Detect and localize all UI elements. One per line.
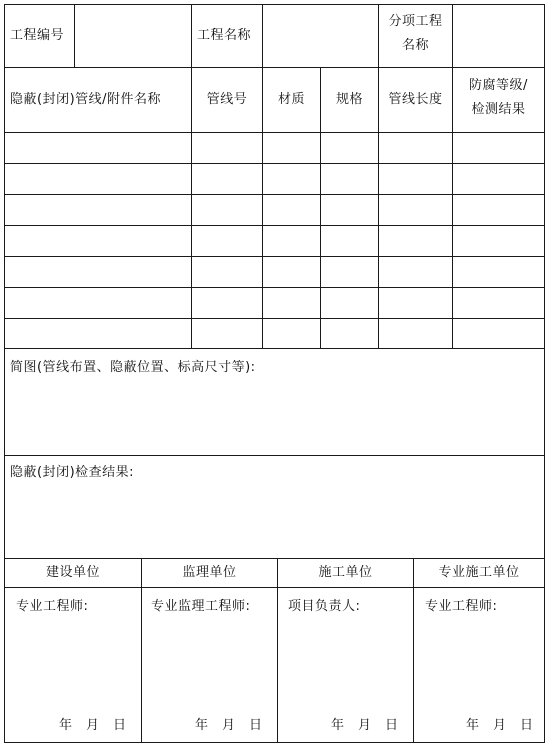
row-line xyxy=(4,348,545,349)
column-header-result-line1: 防腐等级/ xyxy=(469,78,528,93)
column-header-spec: 规格 xyxy=(335,92,363,107)
sketch-label: 简图(管线布置、隐蔽位置、标高尺寸等): xyxy=(10,360,256,375)
signature-role-owner: 专业工程师: xyxy=(16,599,89,614)
col-line xyxy=(74,4,75,68)
signature-date-contractor: 年 月 日 xyxy=(331,718,399,733)
signature-unit-specialist: 专业施工单位 xyxy=(438,565,520,580)
border-left xyxy=(4,4,5,743)
col-line xyxy=(141,558,142,743)
row-line xyxy=(4,558,545,559)
column-header-length: 管线长度 xyxy=(388,92,443,107)
project-name-label: 工程名称 xyxy=(197,28,252,43)
column-header-material: 材质 xyxy=(277,92,305,107)
row-line xyxy=(4,287,545,288)
column-header-name: 隐蔽(封闭)管线/附件名称 xyxy=(10,92,162,107)
row-line xyxy=(4,256,545,257)
row-line xyxy=(4,163,545,164)
row-line xyxy=(4,67,545,68)
col-line xyxy=(277,558,278,743)
signature-role-specialist: 专业工程师: xyxy=(425,599,498,614)
inspection-form xyxy=(4,4,545,743)
sub-project-label-line1: 分项工程 xyxy=(388,14,443,29)
signature-unit-contractor: 施工单位 xyxy=(318,565,373,580)
signature-date-specialist: 年 月 日 xyxy=(466,718,534,733)
sub-project-label-line2: 名称 xyxy=(401,38,429,53)
row-line xyxy=(4,132,545,133)
signature-unit-owner: 建设单位 xyxy=(45,565,100,580)
column-header-result-line2: 检测结果 xyxy=(471,102,526,117)
signature-role-contractor: 项目负责人: xyxy=(288,599,361,614)
border-bottom xyxy=(4,742,545,743)
inspection-label: 隐蔽(封闭)检查结果: xyxy=(10,465,135,480)
project-no-label: 工程编号 xyxy=(10,28,65,43)
border-right xyxy=(544,4,545,743)
border-top xyxy=(4,4,545,5)
signature-date-owner: 年 月 日 xyxy=(59,718,127,733)
column-header-pipe-no: 管线号 xyxy=(206,92,248,107)
row-line xyxy=(4,587,545,588)
col-line xyxy=(452,4,453,349)
row-line xyxy=(4,455,545,456)
col-line xyxy=(262,4,263,68)
signature-unit-supervisor: 监理单位 xyxy=(182,565,237,580)
col-line xyxy=(413,558,414,743)
row-line xyxy=(4,194,545,195)
row-line xyxy=(4,318,545,319)
row-line xyxy=(4,225,545,226)
signature-role-supervisor: 专业监理工程师: xyxy=(151,599,251,614)
col-line xyxy=(191,4,192,349)
signature-date-supervisor: 年 月 日 xyxy=(195,718,263,733)
